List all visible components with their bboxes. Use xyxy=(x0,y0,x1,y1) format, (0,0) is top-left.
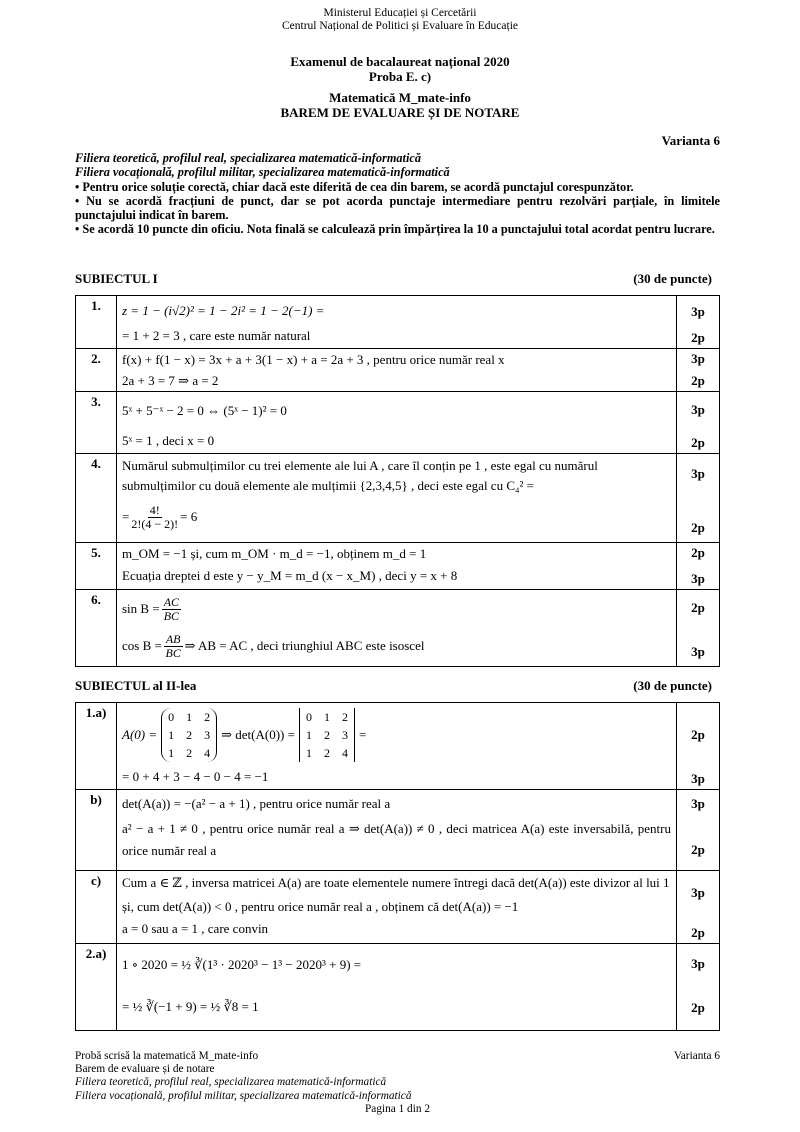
item-line: 5ˣ + 5⁻ˣ − 2 = 0 ⇔ (5ˣ − 1)² = 0 xyxy=(122,403,287,418)
item-points: 3p xyxy=(691,796,705,811)
item-line: cos B = xyxy=(122,638,162,653)
table-row xyxy=(76,590,720,667)
filiera-teoretica: Filiera teoretică, profilul real, specializarea matematică-informatică xyxy=(75,151,421,165)
fraction: $\frac{AC}{BC}$ xyxy=(163,594,180,623)
item-line: 5ˣ = 1 , deci x = 0 xyxy=(122,433,215,448)
item-number: 4. xyxy=(76,454,117,543)
item-line: ⇒ AB = AC , deci triunghiul ABC este isoscel xyxy=(184,638,425,653)
exam-title: Examenul de bacalaureat național 2020 xyxy=(290,54,510,69)
proba-title: Proba E. c) xyxy=(368,68,432,84)
institution-header xyxy=(0,7,800,33)
item-points: 3p xyxy=(691,402,705,417)
subiect1-table xyxy=(75,295,720,667)
item-points: 3p xyxy=(691,885,705,900)
center-name: Centrul Național de Politici și Evaluare în Educație xyxy=(281,20,518,32)
subiect2-title: SUBIECTUL al II-lea xyxy=(75,678,197,693)
item-line: sin B = xyxy=(122,601,160,616)
barem-title: BAREM DE EVALUARE ȘI DE NOTARE xyxy=(280,104,520,120)
variant-label: Varianta 6 xyxy=(661,133,720,148)
page-number: Pagina 1 din 2 xyxy=(365,1102,430,1115)
table-row xyxy=(76,349,720,392)
item-number: 1. xyxy=(76,296,117,349)
item-number: b) xyxy=(76,790,117,871)
subiect2-table xyxy=(75,702,720,1031)
item-number: 1.a) xyxy=(76,703,117,790)
item-points: 2p xyxy=(691,435,705,450)
item-line: Numărul submulțimilor cu trei elemente ale lui A , care îl conțin pe 1 , este egal cu numărul submulțimilor cu două elemente ale mulțimii {2,3,4,5} , deci este egal cu C₄² = xyxy=(122,458,598,493)
rule-partial-points: • Nu se acordă fracțiuni de punct, dar se pot acorda punctaje intermediare pentru rezolvări parțiale, în limitele punctajului indicat în barem. xyxy=(75,193,720,223)
item-points: 2p xyxy=(691,545,705,560)
item-points: 2p xyxy=(691,842,705,857)
instructions xyxy=(75,151,720,237)
item-line: a² − a + 1 ≠ 0 , pentru orice număr real a ⇒ det(A(a)) ≠ 0 , deci matricea A(a) este inversabilă, pentru orice număr real a xyxy=(122,821,671,858)
fraction: $\frac{AB}{BC}$ xyxy=(165,631,181,660)
table-row: 4. Numărul submulțimilor cu trei elemente ale lui A , care îl conțin pe 1 , este egal cu numărul submulțimilor cu două elemente ale mulțimii {2,3,4,5} , deci este egal cu C₄² = = $\frac{4!}{2!(4 - 2)!}$ = 6 3p 2p xyxy=(76,454,720,543)
table-row xyxy=(76,296,720,349)
table-row xyxy=(76,944,720,1031)
item-points: 3p xyxy=(691,571,705,586)
subiect1-title: SUBIECTUL I xyxy=(75,271,158,286)
item-line: = 0 + 4 + 3 − 4 − 0 − 4 = −1 xyxy=(122,769,269,784)
item-line: a = 0 sau a = 1 , care convin xyxy=(122,921,269,936)
rule-final-grade: • Se acordă 10 puncte din oficiu. Nota finală se calculează prin împărțirea la 10 a punctajului total acordat pentru lucrare. xyxy=(75,222,715,237)
item-line: ⇒ det(A(0)) = xyxy=(221,727,295,742)
table-row xyxy=(76,543,720,590)
item-points: 2p xyxy=(691,520,705,535)
item-line: Ecuația dreptei d este y − y_M = m_d (x − x_M) , deci y = x + 8 xyxy=(122,568,458,583)
subiect1-points: (30 de puncte) xyxy=(633,271,712,286)
item-points: 3p xyxy=(691,304,705,319)
rule-correct-solution: • Pentru orice soluție corectă, chiar dacă este diferită de cea din barem, se acordă punctajul corespunzător. xyxy=(75,179,634,194)
item-number: 6. xyxy=(76,590,117,667)
item-points: 3p xyxy=(691,466,705,481)
table-row xyxy=(76,703,720,790)
fraction: $\frac{4!}{2!(4 - 2)!}$ xyxy=(131,502,179,531)
item-number: 2.a) xyxy=(76,944,117,1031)
item-line: z = 1 − (i√2)² = 1 − 2i² = 1 − 2(−1) = xyxy=(122,303,325,318)
item-line: = 6 xyxy=(180,509,198,524)
item-line: = xyxy=(358,727,367,742)
item-line: m_OM = −1 și, cum m_OM · m_d = −1, obținem m_d = 1 xyxy=(122,546,427,561)
subiect2-header xyxy=(75,678,720,694)
item-points: 2p xyxy=(691,925,705,940)
footer-filiera-teoretica: Filiera teoretică, profilul real, specializarea matematică-informatică xyxy=(75,1076,387,1089)
subiect2-points: (30 de puncte) xyxy=(633,678,712,693)
item-points: 3p xyxy=(691,644,705,659)
item-line: = ½ ∛(−1 + 9) = ½ ∛8 = 1 xyxy=(122,999,259,1014)
table-row xyxy=(76,871,720,944)
item-line: = 1 + 2 = 3 , care este număr natural xyxy=(122,328,311,343)
item-points: 3p xyxy=(691,956,705,971)
footer-variant: Varianta 6 xyxy=(673,1050,720,1062)
item-number: 5. xyxy=(76,543,117,590)
item-number: 2. xyxy=(76,349,117,392)
filiera-vocationala: Filiera vocațională, profilul militar, specializarea matematică-informatică xyxy=(75,165,450,180)
footer-exam: Probă scrisă la matematică M_mate-info xyxy=(75,1050,259,1062)
subject-title: Matematică M_mate-info xyxy=(329,90,471,105)
item-points: 2p xyxy=(691,330,705,345)
item-line: A(0) = xyxy=(122,727,158,742)
item-line: f(x) + f(1 − x) = 3x + a + 3(1 − x) + a = 2a + 3 , pentru orice număr real x xyxy=(122,352,505,367)
item-points: 2p xyxy=(691,600,705,615)
item-line: det(A(a)) = −(a² − a + 1) , pentru orice număr real a xyxy=(122,796,391,811)
ministry-name: Ministerul Educației și Cercetării xyxy=(323,7,477,19)
footer-barem: Barem de evaluare și de notare xyxy=(75,1063,215,1076)
footer-filiera-vocationala: Filiera vocațională, profilul militar, specializarea matematică-informatică xyxy=(75,1089,412,1102)
determinant: 0 1 2 1 2 3 1 2 4 xyxy=(299,708,355,762)
item-line: 2a + 3 = 7 ⇒ a = 2 xyxy=(122,373,219,388)
document-titles xyxy=(0,55,800,120)
item-points: 3p xyxy=(691,771,705,786)
item-number: c) xyxy=(76,871,117,944)
item-points: 3p xyxy=(691,351,705,366)
item-number: 3. xyxy=(76,392,117,454)
item-points: 2p xyxy=(691,727,705,742)
subiect1-header xyxy=(75,271,720,287)
item-line: 1 ∘ 2020 = ½ ∛(1³ · 2020³ − 1³ − 2020³ + 9) = xyxy=(122,957,362,972)
item-points: 2p xyxy=(691,1000,705,1015)
item-line: Cum a ∈ ℤ , inversa matricei A(a) are toate elementele numere întregi dacă det(A(a)) este divizor al lui 1 și, cum det(A(a)) < 0 , pentru orice număr real a , obținem că det(A(a)) = −1 xyxy=(122,875,670,914)
table-row xyxy=(76,392,720,454)
page-footer xyxy=(75,1050,720,1116)
matrix: 0 1 2 1 2 3 1 2 4 xyxy=(161,708,217,762)
table-row xyxy=(76,790,720,871)
item-points: 2p xyxy=(691,373,705,388)
